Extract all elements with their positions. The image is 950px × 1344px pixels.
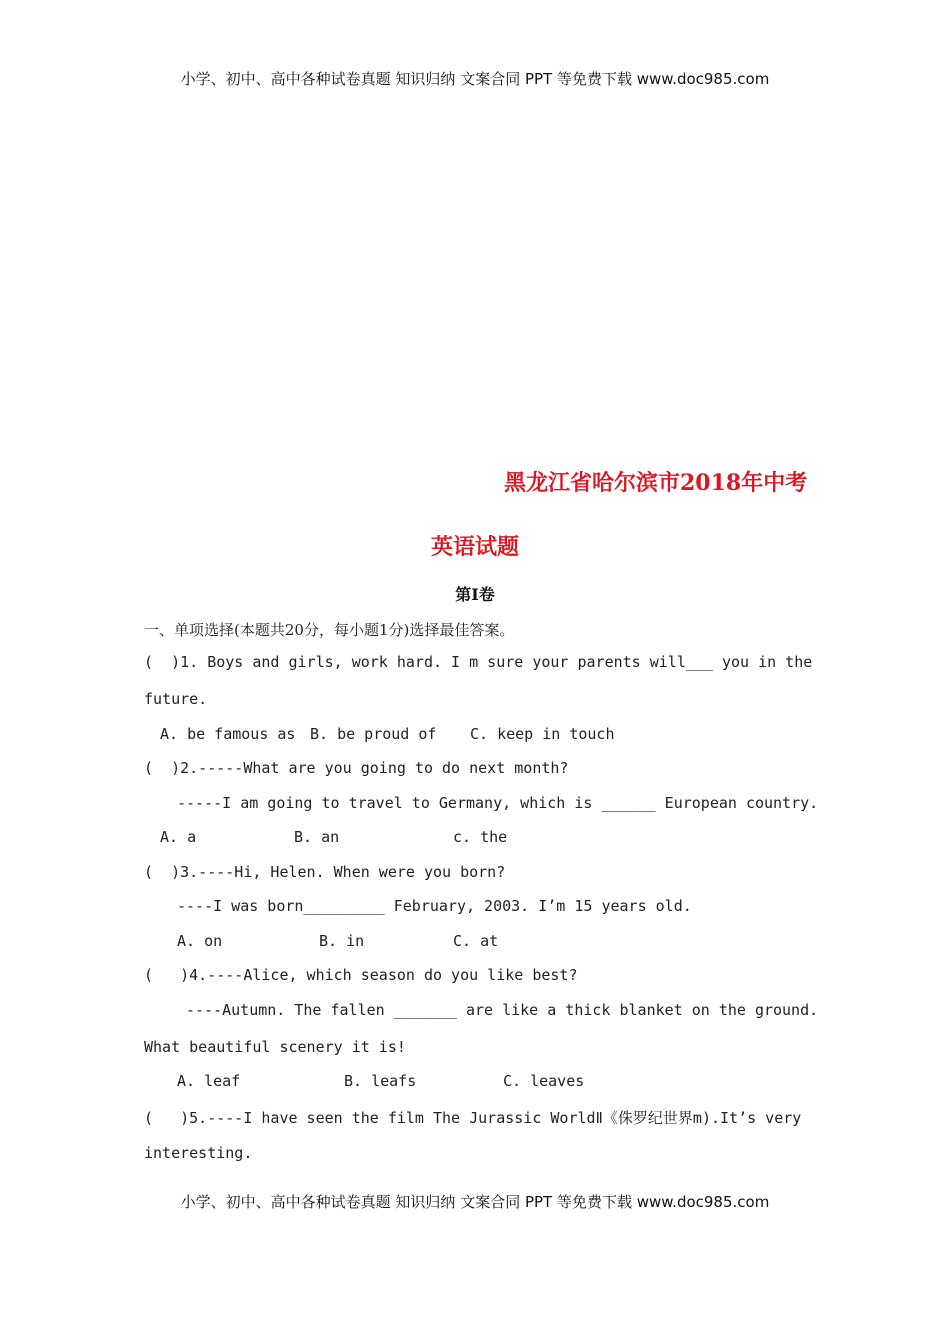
q1-stem-cont: future.	[144, 690, 208, 708]
q4-option-b: B. leafs	[344, 1072, 417, 1090]
page-footer: 小学、初中、高中各种试卷真题 知识归纳 文案合同 PPT 等免费下载 www.doc985.com	[180, 1193, 770, 1211]
q3-option-b: B. in	[319, 932, 365, 950]
q5-stem: ( )5.----I have seen the film The Jurassic WorldⅡ《侏罗纪世界m).It’s very	[144, 1109, 802, 1127]
volume-label: 第Ⅰ卷	[455, 585, 495, 604]
q1-stem: ( )1. Boys and girls, work hard. I m sure your parents will___ you in the	[144, 653, 813, 671]
q4-option-a: A. leaf	[177, 1072, 241, 1090]
q3-option-a: A. on	[177, 932, 223, 950]
q2-option-a: A. a	[160, 828, 197, 846]
page-header: 小学、初中、高中各种试卷真题 知识归纳 文案合同 PPT 等免费下载 www.doc985.com	[180, 70, 770, 88]
q3-reply: ----I was born_________ February, 2003. I’m 15 years old.	[177, 897, 692, 915]
q2-reply: -----I am going to travel to Germany, which is ______ European country.	[177, 794, 819, 812]
q4-reply: ----Autumn. The fallen _______ are like a thick blanket on the ground.	[186, 1001, 819, 1019]
q4-stem: ( )4.----Alice, which season do you like best?	[144, 966, 578, 984]
section-heading: 一、单项选择(本题共20分，每小题1分)选择最佳答案。	[144, 621, 515, 639]
q1-option-a: A. be famous as	[160, 725, 296, 743]
q4-reply-cont: What beautiful scenery it is!	[144, 1038, 406, 1056]
q4-option-c: C. leaves	[503, 1072, 585, 1090]
exam-subtitle: 英语试题	[430, 534, 519, 560]
q5-stem-cont: interesting.	[144, 1144, 253, 1162]
q1-option-c: C. keep in touch	[470, 725, 615, 743]
q2-option-b: B. an	[294, 828, 340, 846]
exam-title: 黑龙江省哈尔滨市2018年中考	[504, 470, 808, 496]
q2-stem: ( )2.-----What are you going to do next month?	[144, 759, 569, 777]
q3-stem: ( )3.----Hi, Helen. When were you born?	[144, 863, 506, 881]
q1-option-b: B. be proud of	[310, 725, 437, 743]
q2-option-c: c. the	[453, 828, 508, 846]
q3-option-c: C. at	[453, 932, 499, 950]
